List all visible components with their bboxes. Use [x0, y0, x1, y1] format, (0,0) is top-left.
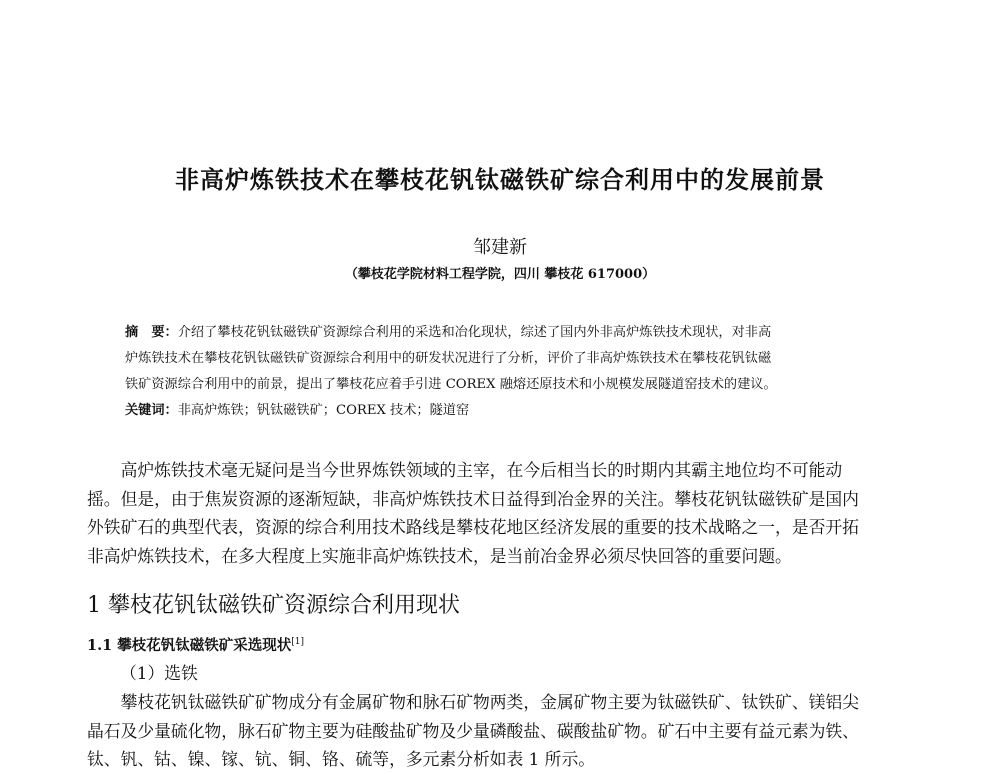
abstract-label: 摘 要： [125, 325, 178, 340]
body-line: 非高炉炼铁技术，在多大程度上实施非高炉炼铁技术，是当前冶金界必须尽快回答的重要问题。 [87, 545, 792, 566]
body-line: 高炉炼铁技术毫无疑问是当今世界炼铁领域的主宰，在今后相当长的时期内其霸主地位均不可能动 [87, 460, 843, 480]
subsubsection-heading: （1）选铁 [120, 663, 198, 683]
abstract [125, 320, 885, 424]
section-body [87, 688, 917, 774]
abstract-line: 摘 要：介绍了攀枝花钒钛磁铁矿资源综合利用的采选和冶化现状，综述了国内外非高炉炼铁技术现状，对非高 [125, 325, 772, 340]
paper-title: 非高炉炼铁技术在攀枝花钒钛磁铁矿综合利用中的发展前景 [175, 166, 825, 194]
body-line: 钛、钒、钴、镍、镓、钪、铜、铬、硫等，多元素分析如表 1 所示。 [87, 749, 596, 769]
author-name: 邹建新 [473, 237, 527, 258]
body-line: 摇。但是，由于焦炭资源的逐渐短缺，非高炉炼铁技术日益得到冶金界的关注。攀枝花钒钛磁铁矿是国内 [87, 488, 859, 509]
body-line: 晶石及少量硫化物，脉石矿物主要为硅酸盐矿物及少量磷酸盐、碳酸盐矿物。矿石中主要有益元素为铁、 [87, 720, 859, 741]
abstract-line: 铁矿资源综合利用中的前景，提出了攀枝花应着手引进 COREX 融熔还原技术和小规模发展隧道窑技术的建议。 [125, 377, 777, 392]
keywords-label: 关键词： [125, 403, 178, 418]
body-line: 攀枝花钒钛磁铁矿矿物成分有金属矿物和脉石矿物两类，金属矿物主要为钛磁铁矿、钛铁矿、镁铝尖 [87, 692, 859, 712]
keywords: 非高炉炼铁；钒钛磁铁矿；COREX 技术；隧道窑 [177, 403, 470, 418]
citation-ref[interactable]: [1] [291, 637, 305, 648]
subsection-heading: 1.1 攀枝花钒钛磁铁矿采选现状[1] [87, 637, 305, 654]
body-line: 外铁矿石的典型代表，资源的综合利用技术路线是攀枝花地区经济发展的重要的技术战略之一，是否开拓 [87, 517, 859, 537]
section-heading: 1 攀枝花钒钛磁铁矿资源综合利用现状 [87, 593, 460, 618]
introduction [87, 456, 917, 570]
keywords-line [125, 398, 885, 424]
abstract-line: 炉炼铁技术在攀枝花钒钛磁铁矿资源综合利用中的研发状况进行了分析，评价了非高炉炼铁技术在攀枝花钒钛磁 [125, 351, 772, 366]
affiliation: （攀枝花学院材料工程学院，四川 攀枝花 617000） [344, 267, 656, 282]
